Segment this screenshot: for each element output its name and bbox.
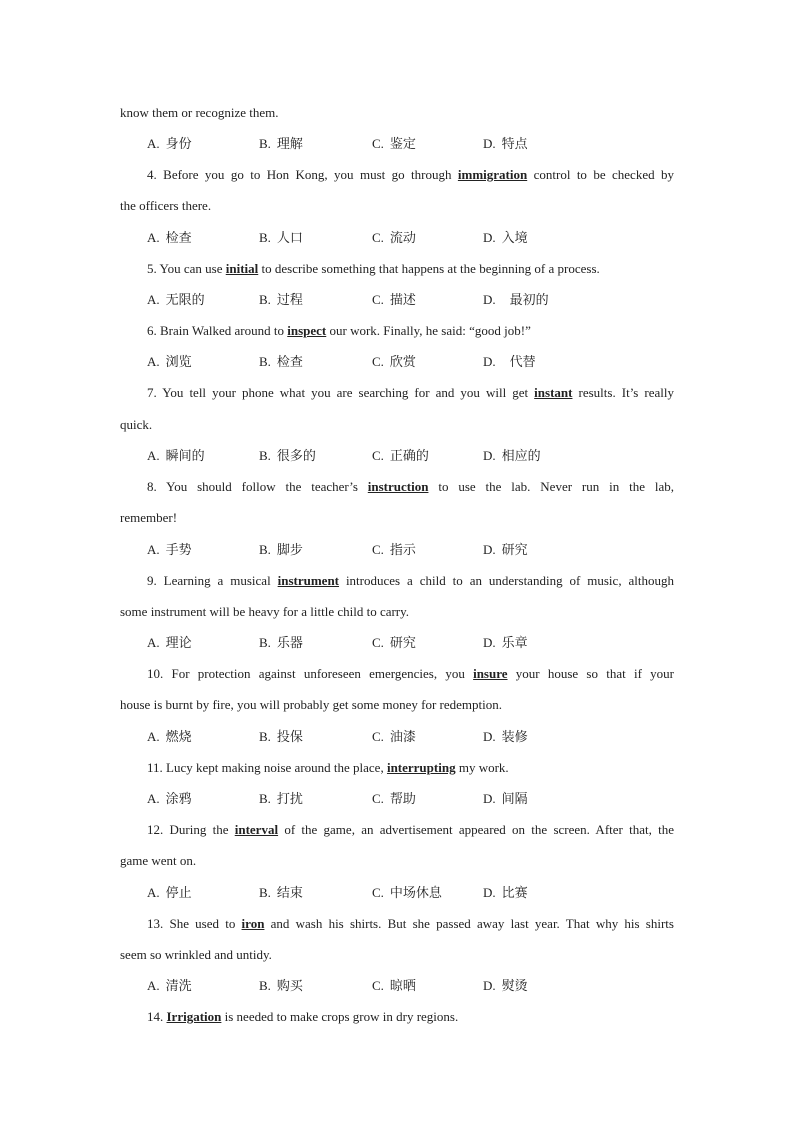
question-text-line: 7. You tell your phone what you are searching for and you will get instant results. It’s really [147,385,674,400]
question-text-line: 11. Lucy kept making noise around the place, interrupting my work. [147,760,509,775]
option-d: D. 研究 [483,542,528,558]
option-a: A. 检查 [147,230,192,246]
option-c: C. 指示 [372,542,416,558]
option-c: C. 描述 [372,292,416,308]
option-a: A. 理论 [147,635,192,651]
option-a: A. 涂鸦 [147,791,192,807]
keyword: instruction [367,479,429,494]
option-d: D. 间隔 [483,791,528,807]
option-d: D. 比赛 [483,885,528,901]
option-d: D. 特点 [483,136,528,152]
option-a: A. 燃烧 [147,729,192,745]
option-b: B. 理解 [259,136,303,152]
option-d: D. 装修 [483,729,528,745]
option-d: D. 入境 [483,230,528,246]
option-c: C. 晾晒 [372,978,416,994]
question-text-line: 5. You can use initial to describe something that happens at the beginning of a process. [147,261,600,276]
option-c: C. 鉴定 [372,136,416,152]
option-a: A. 手势 [147,542,192,558]
option-a: A. 浏览 [147,354,192,370]
option-d: D. 相应的 [483,448,541,464]
option-c: C. 油漆 [372,729,416,745]
option-a: A. 身份 [147,136,192,152]
option-c: C. 帮助 [372,791,416,807]
option-b: B. 过程 [259,292,303,308]
option-b: B. 检查 [259,354,303,370]
keyword: Irrigation [166,1009,222,1024]
question-text-line: remember! [120,510,178,525]
question-text-line: seem so wrinkled and untidy. [120,947,272,962]
keyword: iron [241,916,265,931]
option-c: C. 中场休息 [372,885,442,901]
option-a: A. 无限的 [147,292,205,308]
option-d: D. 熨烫 [483,978,528,994]
option-a: A. 清洗 [147,978,192,994]
option-b: B. 投保 [259,729,303,745]
keyword: insure [473,666,508,681]
option-b: B. 很多的 [259,448,316,464]
option-d: D. 乐章 [483,635,528,651]
question-text-line: quick. [120,417,153,432]
question-text-line: 9. Learning a musical instrument introduces a child to an understanding of music, although [147,573,674,588]
keyword: instrument [277,573,340,588]
keyword: interrupting [386,760,456,775]
option-c: C. 正确的 [372,448,429,464]
option-b: B. 打扰 [259,791,303,807]
option-a: A. 停止 [147,885,192,901]
keyword: initial [225,261,259,276]
question-text-line: 13. She used to iron and wash his shirts. But she passed away last year. That why his shirts [147,916,674,931]
question-text-line: game went on. [120,853,197,868]
option-b: B. 脚步 [259,542,303,558]
option-d: D. 代替 [483,354,536,370]
keyword: instant [534,385,573,400]
question-text-line: some instrument will be heavy for a little child to carry. [120,604,410,619]
question-text-line: the officers there. [120,198,212,213]
option-c: C. 流动 [372,230,416,246]
question-text-line: know them or recognize them. [120,105,279,120]
question-text-line: 12. During the interval of the game, an advertisement appeared on the screen. After that, the [147,822,674,837]
question-text-line: 14. Irrigation is needed to make crops grow in dry regions. [147,1009,459,1024]
keyword: inspect [287,323,327,338]
question-text-line: 10. For protection against unforeseen emergencies, you insure your house so that if your [147,666,675,681]
option-c: C. 欣赏 [372,354,416,370]
option-b: B. 人口 [259,230,303,246]
option-b: B. 购买 [259,978,303,994]
question-text-line: 8. You should follow the teacher’s instruction to use the lab. Never run in the lab, [147,479,674,494]
option-a: A. 瞬间的 [147,448,205,464]
option-b: B. 结束 [259,885,303,901]
option-d: D. 最初的 [483,292,549,308]
question-text-line: 6. Brain Walked around to inspect our work. Finally, he said: “good job!” [147,323,531,338]
option-c: C. 研究 [372,635,416,651]
keyword: interval [234,822,279,837]
question-text-line: 4. Before you go to Hon Kong, you must go through immigration control to be checked by [147,167,674,182]
question-text-line: house is burnt by fire, you will probably get some money for redemption. [120,697,502,712]
keyword: immigration [457,167,528,182]
option-b: B. 乐器 [259,635,303,651]
